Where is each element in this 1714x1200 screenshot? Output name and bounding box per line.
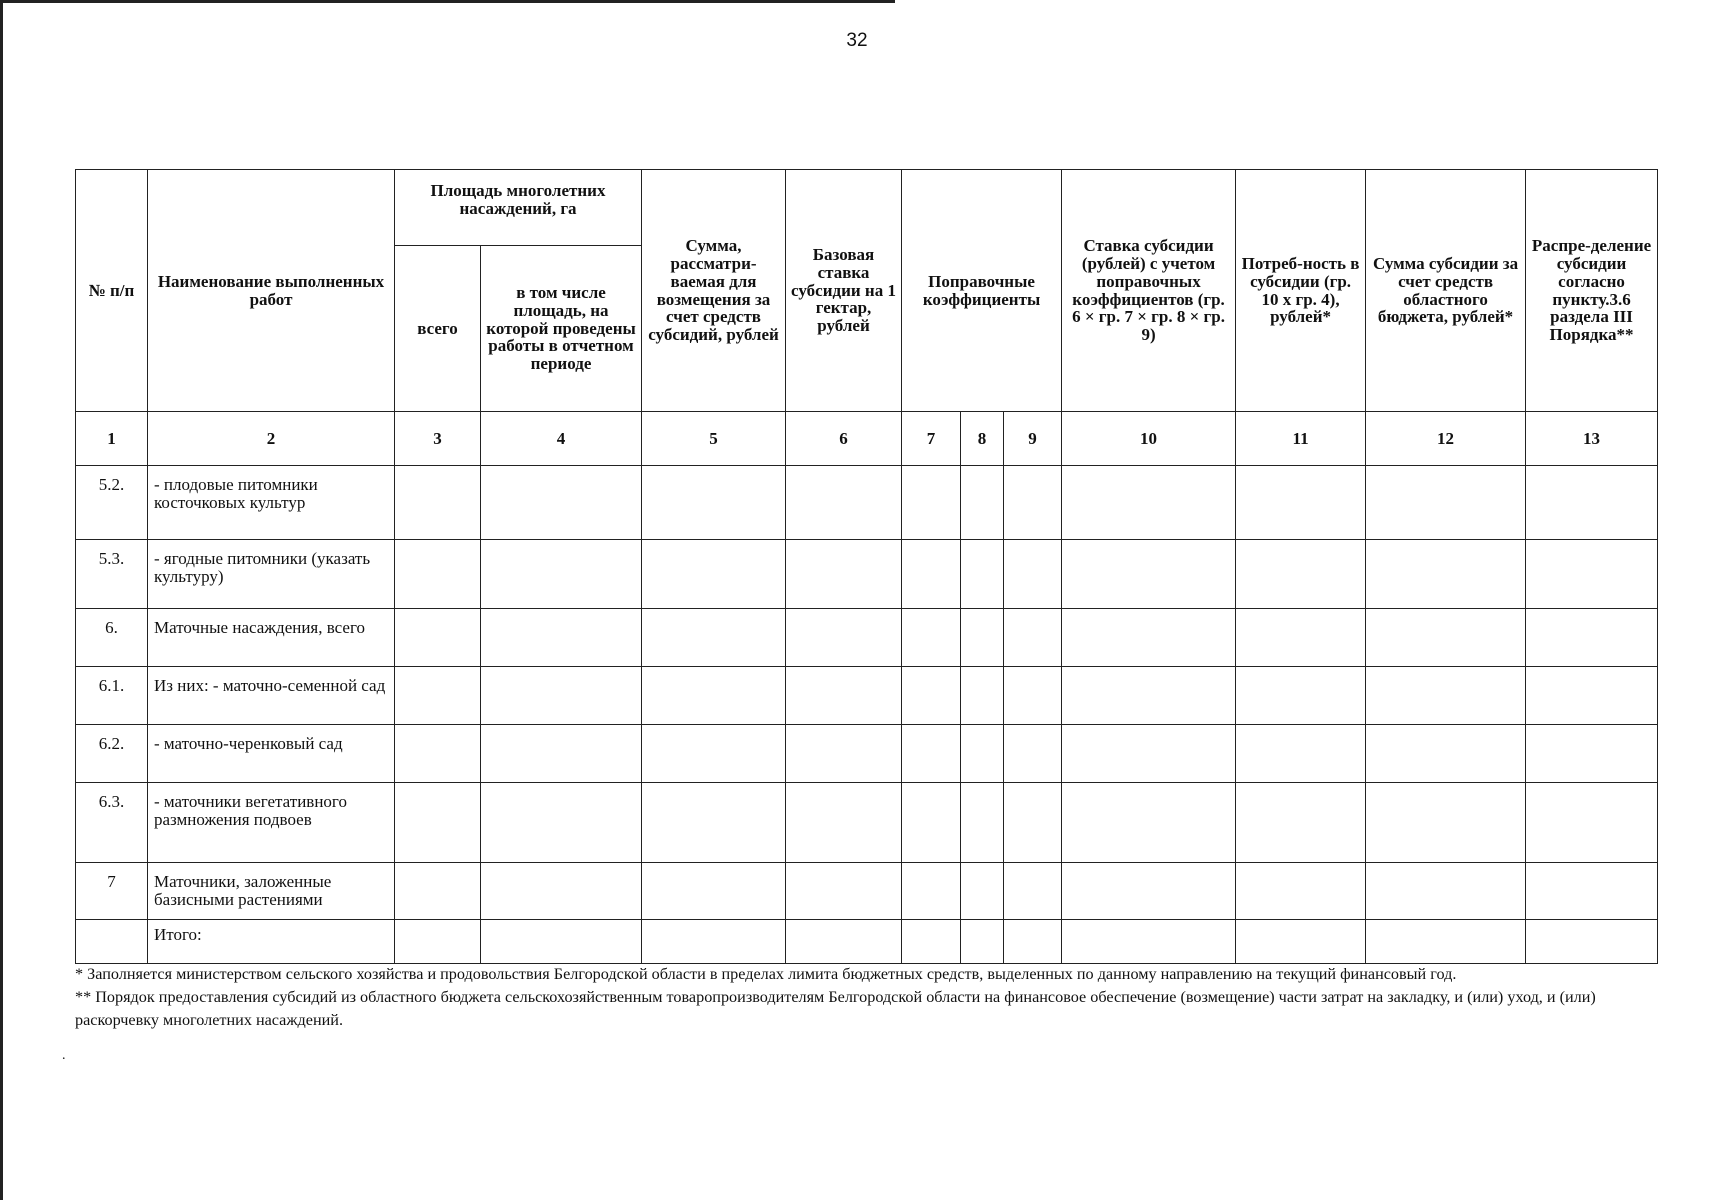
empty-cell [1236,920,1366,964]
empty-cell [1236,783,1366,863]
header-coefficients: Поправочные коэффициенты [902,170,1062,412]
row-number: 7 [76,863,148,920]
row-number: 5.2. [76,466,148,540]
column-number: 9 [1004,412,1062,466]
empty-cell [1236,609,1366,667]
empty-cell [481,863,642,920]
footnote-second: ** Порядок предоставления субсидий из областного бюджета сельскохозяйственным товаропроизводителям Белгородской области на финансовое обеспечение (возмещение) части затрат на закладку, и (или) уход, и (или) раскорчевку многолетних насаждений. [75,988,1596,1029]
table-row [76,863,1658,920]
row-number [76,920,148,964]
empty-cell [1062,609,1236,667]
row-number: 5.3. [76,540,148,609]
table-row [76,466,1658,540]
empty-cell [902,863,961,920]
row-name: - маточно-черенковый сад [148,725,395,783]
empty-cell [1062,667,1236,725]
stray-mark: . [62,1048,66,1063]
empty-cell [1526,466,1658,540]
row-name: - ягодные питомники (указать культуру) [148,540,395,609]
row-name: Итого: [148,920,395,964]
empty-cell [902,540,961,609]
empty-cell [786,609,902,667]
empty-cell [1366,466,1526,540]
footnote-first: * Заполняется министерством сельского хозяйства и продовольствия Белгородской области в пределах лимита бюджетных средств, выделенных по данному направлению на текущий финансовый год. [75,965,1457,983]
empty-cell [1004,466,1062,540]
column-number: 8 [961,412,1004,466]
empty-cell [1366,667,1526,725]
table-row [76,725,1658,783]
empty-cell [902,783,961,863]
empty-cell [395,466,481,540]
empty-cell [1526,667,1658,725]
header-distribution: Распре-деление субсидии согласно пункту.3.6 раздела III Порядка** [1526,170,1658,412]
header-area-reported: в том числе площадь, на которой проведены работы в отчетном периоде [481,246,642,412]
table-row-total [76,920,1658,964]
column-number: 2 [148,412,395,466]
page-number: 32 [846,30,868,51]
empty-cell [902,725,961,783]
empty-cell [1526,725,1658,783]
empty-cell [786,540,902,609]
empty-cell [1366,725,1526,783]
empty-cell [481,609,642,667]
empty-cell [1004,725,1062,783]
row-number: 6.3. [76,783,148,863]
header-area-total: всего [395,246,481,412]
empty-cell [1004,540,1062,609]
empty-cell [1062,920,1236,964]
header-need: Потреб-ность в субсидии (гр. 10 х гр. 4), рублей* [1236,170,1366,412]
empty-cell [1236,540,1366,609]
column-number: 5 [642,412,786,466]
subsidy-table [75,169,1658,964]
empty-cell [902,466,961,540]
row-name: Маточные насаждения, всего [148,609,395,667]
empty-cell [642,609,786,667]
empty-cell [1236,863,1366,920]
column-number-row [76,412,1658,466]
table-row [76,667,1658,725]
empty-cell [481,540,642,609]
empty-cell [1366,920,1526,964]
row-number: 6.2. [76,725,148,783]
empty-cell [1366,540,1526,609]
empty-cell [1004,863,1062,920]
empty-cell [642,540,786,609]
empty-cell [395,725,481,783]
empty-cell [395,609,481,667]
empty-cell [961,783,1004,863]
column-number: 7 [902,412,961,466]
empty-cell [1004,667,1062,725]
empty-cell [1004,783,1062,863]
empty-cell [1526,540,1658,609]
empty-cell [481,466,642,540]
empty-cell [395,540,481,609]
empty-cell [1366,783,1526,863]
empty-cell [961,609,1004,667]
row-number: 6. [76,609,148,667]
empty-cell [1062,863,1236,920]
row-name: - плодовые питомники косточковых культур [148,466,395,540]
empty-cell [1062,725,1236,783]
empty-cell [961,920,1004,964]
empty-cell [902,667,961,725]
column-number: 10 [1062,412,1236,466]
header-sum-reimbursement: Сумма, рассматри-ваемая для возмещения за счет средств субсидий, рублей [642,170,786,412]
row-name: Из них: - маточно-семенной сад [148,667,395,725]
row-number: 6.1. [76,667,148,725]
header-name: Наименование выполненных работ [148,170,395,412]
empty-cell [1004,920,1062,964]
column-number: 11 [1236,412,1366,466]
empty-cell [902,609,961,667]
row-name: - маточники вегетативного размножения подвоев [148,783,395,863]
header-row-top [76,170,1658,246]
empty-cell [481,725,642,783]
header-num: № п/п [76,170,148,412]
empty-cell [1236,725,1366,783]
column-number: 3 [395,412,481,466]
empty-cell [395,920,481,964]
column-number: 13 [1526,412,1658,466]
empty-cell [642,466,786,540]
empty-cell [786,863,902,920]
empty-cell [642,725,786,783]
header-area-group: Площадь многолетних насаждений, га [395,170,642,246]
row-name: Маточники, заложенные базисными растениями [148,863,395,920]
table-row [76,540,1658,609]
empty-cell [1236,466,1366,540]
empty-cell [395,863,481,920]
empty-cell [786,783,902,863]
column-number: 6 [786,412,902,466]
empty-cell [902,920,961,964]
empty-cell [395,783,481,863]
empty-cell [481,783,642,863]
empty-cell [1062,466,1236,540]
empty-cell [1526,863,1658,920]
column-number: 4 [481,412,642,466]
empty-cell [1236,667,1366,725]
empty-cell [786,725,902,783]
column-number: 1 [76,412,148,466]
empty-cell [1004,609,1062,667]
empty-cell [1366,609,1526,667]
header-sum-regional: Сумма субсидии за счет средств областного бюджета, рублей* [1366,170,1526,412]
empty-cell [961,863,1004,920]
empty-cell [642,783,786,863]
empty-cell [642,863,786,920]
empty-cell [786,667,902,725]
empty-cell [1366,863,1526,920]
empty-cell [395,667,481,725]
empty-cell [1526,783,1658,863]
table-row [76,783,1658,863]
empty-cell [961,725,1004,783]
empty-cell [786,920,902,964]
column-number: 12 [1366,412,1526,466]
empty-cell [1526,920,1658,964]
empty-cell [1526,609,1658,667]
empty-cell [1062,783,1236,863]
empty-cell [1062,540,1236,609]
empty-cell [961,667,1004,725]
empty-cell [961,540,1004,609]
empty-cell [786,466,902,540]
header-rate-adjusted: Ставка субсидии (рублей) с учетом поправочных коэффициентов (гр. 6 × гр. 7 × гр. 8 × гр. 9) [1062,170,1236,412]
left-border-line [0,0,3,1200]
header-base-rate: Базовая ставка субсидии на 1 гектар, рублей [786,170,902,412]
empty-cell [481,920,642,964]
top-border-line [0,0,895,3]
empty-cell [642,667,786,725]
empty-cell [642,920,786,964]
table-row [76,609,1658,667]
empty-cell [481,667,642,725]
empty-cell [961,466,1004,540]
